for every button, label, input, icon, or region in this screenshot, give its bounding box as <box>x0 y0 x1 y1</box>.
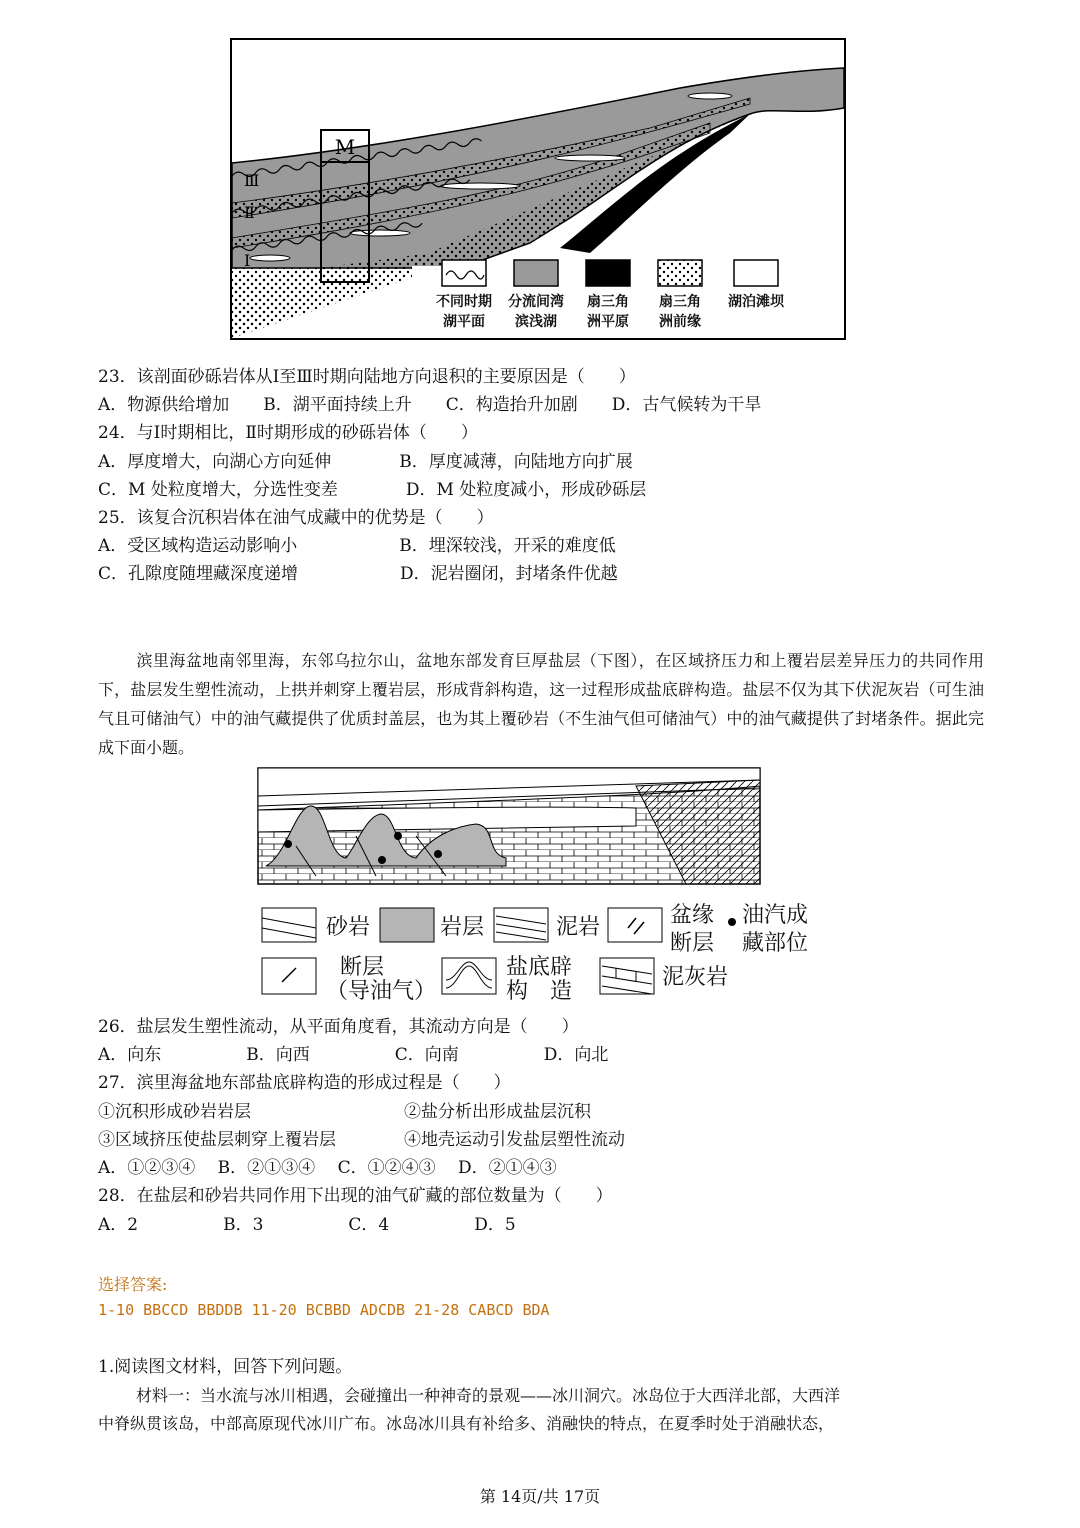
question-26: 26．盐层发生塑性流动，从平面角度看，其流动方向是（ ） <box>98 1017 579 1037</box>
legend-mudstone-label: 泥岩 <box>556 915 601 940</box>
question-24: 24．与Ⅰ时期相比，Ⅱ时期形成的砂砾岩体（ ） <box>98 423 478 443</box>
legend-basin-fault-label: 断层 <box>670 931 715 956</box>
legend-fan-delta-front <box>658 260 702 330</box>
legend-marl-label: 泥灰岩 <box>662 965 729 990</box>
legend-label: 不同时期 <box>436 294 492 310</box>
legend-basin-fault-label: 盆缘 <box>670 903 715 928</box>
legend-rock-layer <box>380 908 484 942</box>
question-23-options: A．物源供给增加 B．湖平面持续上升 C．构造抬升加剧 D．古气候转为干旱 <box>98 395 762 415</box>
legend-fault-label: （导油气） <box>326 979 437 1002</box>
legend-label: 湖泊滩坝 <box>728 294 784 310</box>
legend-lake-bar <box>728 260 785 310</box>
question-27-items-34: ③区域挤压使盐层刺穿上覆岩层 ④地壳运动引发盐层塑性流动 <box>98 1130 625 1150</box>
next-question-material-line2: 中脊纵贯该岛，中部高原现代冰川广布。冰岛冰川具有补给多、消融快的特点，在夏季时处于消融状态， <box>98 1414 835 1433</box>
legend-fault-label: 断层 <box>340 955 385 980</box>
material-paragraph <box>98 646 984 762</box>
legend-diapir-label: 构 造 <box>506 979 573 1002</box>
legend-salt-diapir <box>442 955 572 1002</box>
legend-lake-level <box>436 260 492 330</box>
next-question-material-line1: 材料一：当水流与冰川相遇，会碰撞出一种神奇的景观——冰川洞穴。冰岛位于大西洋北部，大西洋 <box>136 1386 841 1405</box>
question-23: 23．该剖面砂砾岩体从Ⅰ至Ⅲ时期向陆地方向退积的主要原因是（ ） <box>98 367 636 387</box>
sedimentary-cross-section-figure <box>230 38 846 340</box>
legend-label: 洲前缘 <box>659 314 701 330</box>
next-question-heading: 1.阅读图文材料，回答下列问题。 <box>98 1357 353 1377</box>
legend-oil-label: 油汽成 <box>742 903 809 928</box>
question-28-options: A．2 B．3 C．4 D．5 <box>98 1215 516 1235</box>
legend-oil-gas-position <box>728 903 808 956</box>
legend-interdistributary-bay <box>508 260 564 330</box>
legend-oil-label: 藏部位 <box>742 931 809 956</box>
question-26-options: A．向东 B．向西 C．向南 D．向北 <box>98 1045 609 1065</box>
legend-label: 扇三角 <box>659 294 701 310</box>
question-28: 28．在盐层和砂岩共同作用下出现的油气矿藏的部位数量为（ ） <box>98 1186 613 1206</box>
question-24-options-cd: C．M 处粒度增大，分选性变差 D．M 处粒度减小，形成砂砾层 <box>98 480 647 500</box>
question-25: 25．该复合沉积岩体在油气成藏中的优势是（ ） <box>98 508 494 528</box>
legend-rock-label: 岩层 <box>440 915 485 940</box>
question-25-options-ab: A．受区域构造运动影响小 B．埋深较浅，开采的难度低 <box>98 536 616 556</box>
legend-label: 湖平面 <box>443 314 485 330</box>
answers-content: 1-10 BBCCD BBDDB 11-20 BCBBD ADCDB 21-28 CABCD BDA <box>98 1301 550 1319</box>
legend-marl <box>600 958 728 994</box>
period-label-i: Ⅰ <box>244 251 251 270</box>
period-label-iii: Ⅲ <box>244 171 260 190</box>
legend-diapir-label: 盐底辟 <box>506 955 573 980</box>
salt-diapir-figure <box>256 766 816 1002</box>
legend-fault-conduit <box>262 955 436 1002</box>
question-27: 27．滨里海盆地东部盐底辟构造的形成过程是（ ） <box>98 1073 511 1093</box>
legend-label: 扇三角 <box>587 294 629 310</box>
legend-basin-fault <box>608 903 714 956</box>
legend-sandstone-label: 砂岩 <box>326 915 371 940</box>
legend-label: 洲平原 <box>587 314 629 330</box>
legend-label: 滨浅湖 <box>515 314 557 330</box>
question-24-options-ab: A．厚度增大，向湖心方向延伸 B．厚度减薄，向陆地方向扩展 <box>98 452 633 472</box>
legend-mudstone <box>494 908 600 942</box>
m-box-label: M <box>334 135 356 159</box>
legend-sandstone <box>262 908 370 942</box>
page-footer: 第 14页/共 17页 <box>479 1487 601 1506</box>
material-paragraph-text: 滨里海盆地南邻里海，东邻乌拉尔山，盆地东部发育巨厚盐层（下图），在区域挤压力和上覆岩层差异压力的共同作用下，盐层发生塑性流动，上拱并刺穿上覆岩层，形成背斜构造，这一过程形成盐底辟构造。盐层不仅为其下伏泥灰岩（可生油气且可储油气）中的油气藏提供了优质封盖层，也为其上覆砂岩（不生油气但可储油气）中的油气藏提供了封堵条件。据此完成下面小题。 <box>98 651 984 757</box>
answers-title: 选择答案: <box>98 1275 168 1294</box>
question-27-items-12: ①沉积形成砂岩岩层 ②盐分析出形成盐层沉积 <box>98 1102 591 1122</box>
legend-fan-delta-plain <box>586 260 630 330</box>
period-label-ii: Ⅱ <box>244 203 255 222</box>
question-27-options: A．①②③④ B．②①③④ C．①②④③ D．②①④③ <box>98 1158 557 1178</box>
question-25-options-cd: C．孔隙度随埋藏深度递增 D．泥岩圈闭，封堵条件优越 <box>98 564 618 584</box>
legend-label: 分流间湾 <box>508 294 564 310</box>
